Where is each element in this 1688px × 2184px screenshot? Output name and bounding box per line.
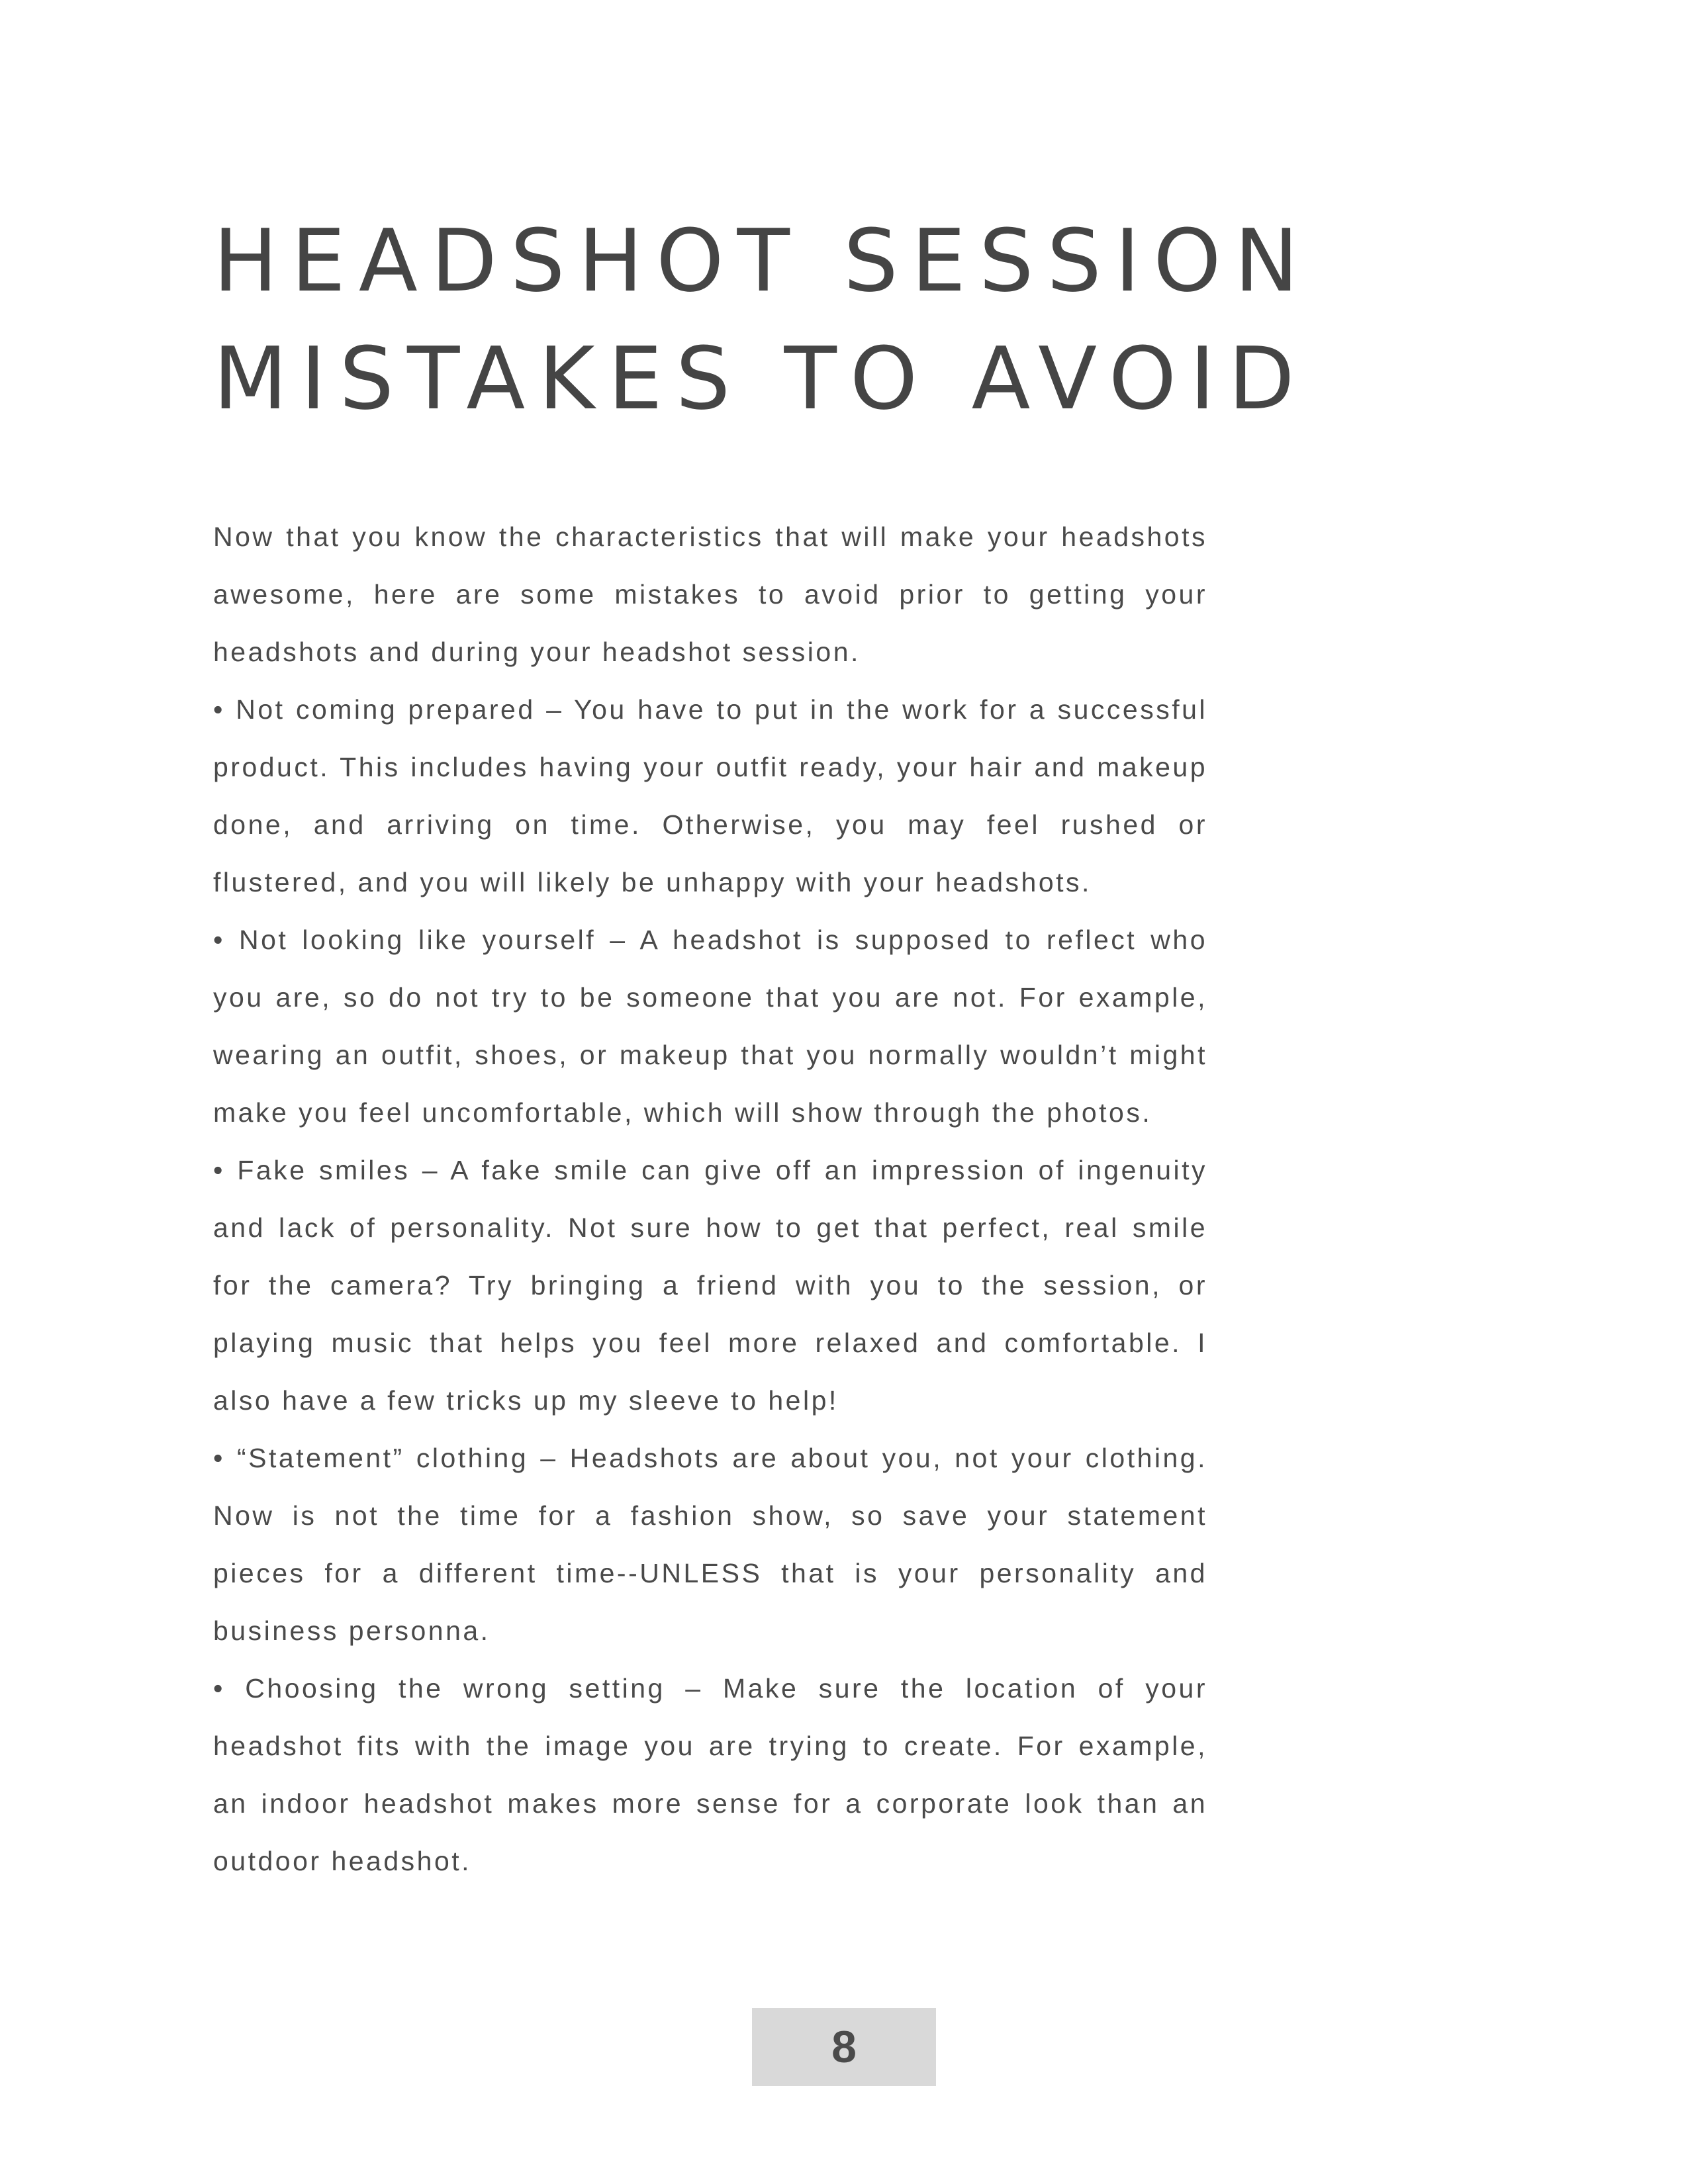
body-text bbox=[213, 508, 1207, 1890]
page-number-box bbox=[752, 2008, 936, 2086]
mistake-item-statement-clothing: • “Statement” clothing – Headshots are about you, not your clothing. Now is not the time for a fashion show, so save your statement pieces for a different time--UNLESS that is your personality and business personna. bbox=[213, 1443, 1207, 1646]
mistake-item-fake-smiles: • Fake smiles – A fake smile can give off an impression of ingenuity and lack of personality. Not sure how to get that perfect, real smile for the camera? Try bringing a friend with you to the session, or playing music that helps you feel more relaxed and comfortable. I also have a few tricks up my sleeve to help! bbox=[213, 1155, 1207, 1416]
intro-paragraph: Now that you know the characteristics that will make your headshots awesome, here are some mistakes to avoid prior to getting your headshots and during your headshot session. bbox=[213, 522, 1207, 667]
mistake-item-wrong-setting: • Choosing the wrong setting – Make sure the location of your headshot fits with the image you are trying to create. For example, an indoor headshot makes more sense for a corporate look than an outdoor headshot. bbox=[213, 1673, 1207, 1876]
title-line-2: MISTAKES TO AVOID bbox=[213, 328, 1308, 429]
mistake-item-not-prepared: • Not coming prepared – You have to put in the work for a successful product. This includes having your outfit ready, your hair and makeup done, and arriving on time. Otherwise, you may feel rushed or flustered, and you will likely be unhappy with your headshots. bbox=[213, 694, 1207, 897]
page-number: 8 bbox=[831, 2022, 857, 2072]
title-line-1: HEADSHOT SESSION bbox=[213, 210, 1312, 311]
page-title bbox=[213, 202, 1471, 437]
mistake-item-not-yourself: • Not looking like yourself – A headshot is supposed to reflect who you are, so do not try to be someone that you are not. For example, wearing an outfit, shoes, or makeup that you normally wouldn’t might make you feel uncomfortable, which will show through the photos. bbox=[213, 925, 1207, 1128]
